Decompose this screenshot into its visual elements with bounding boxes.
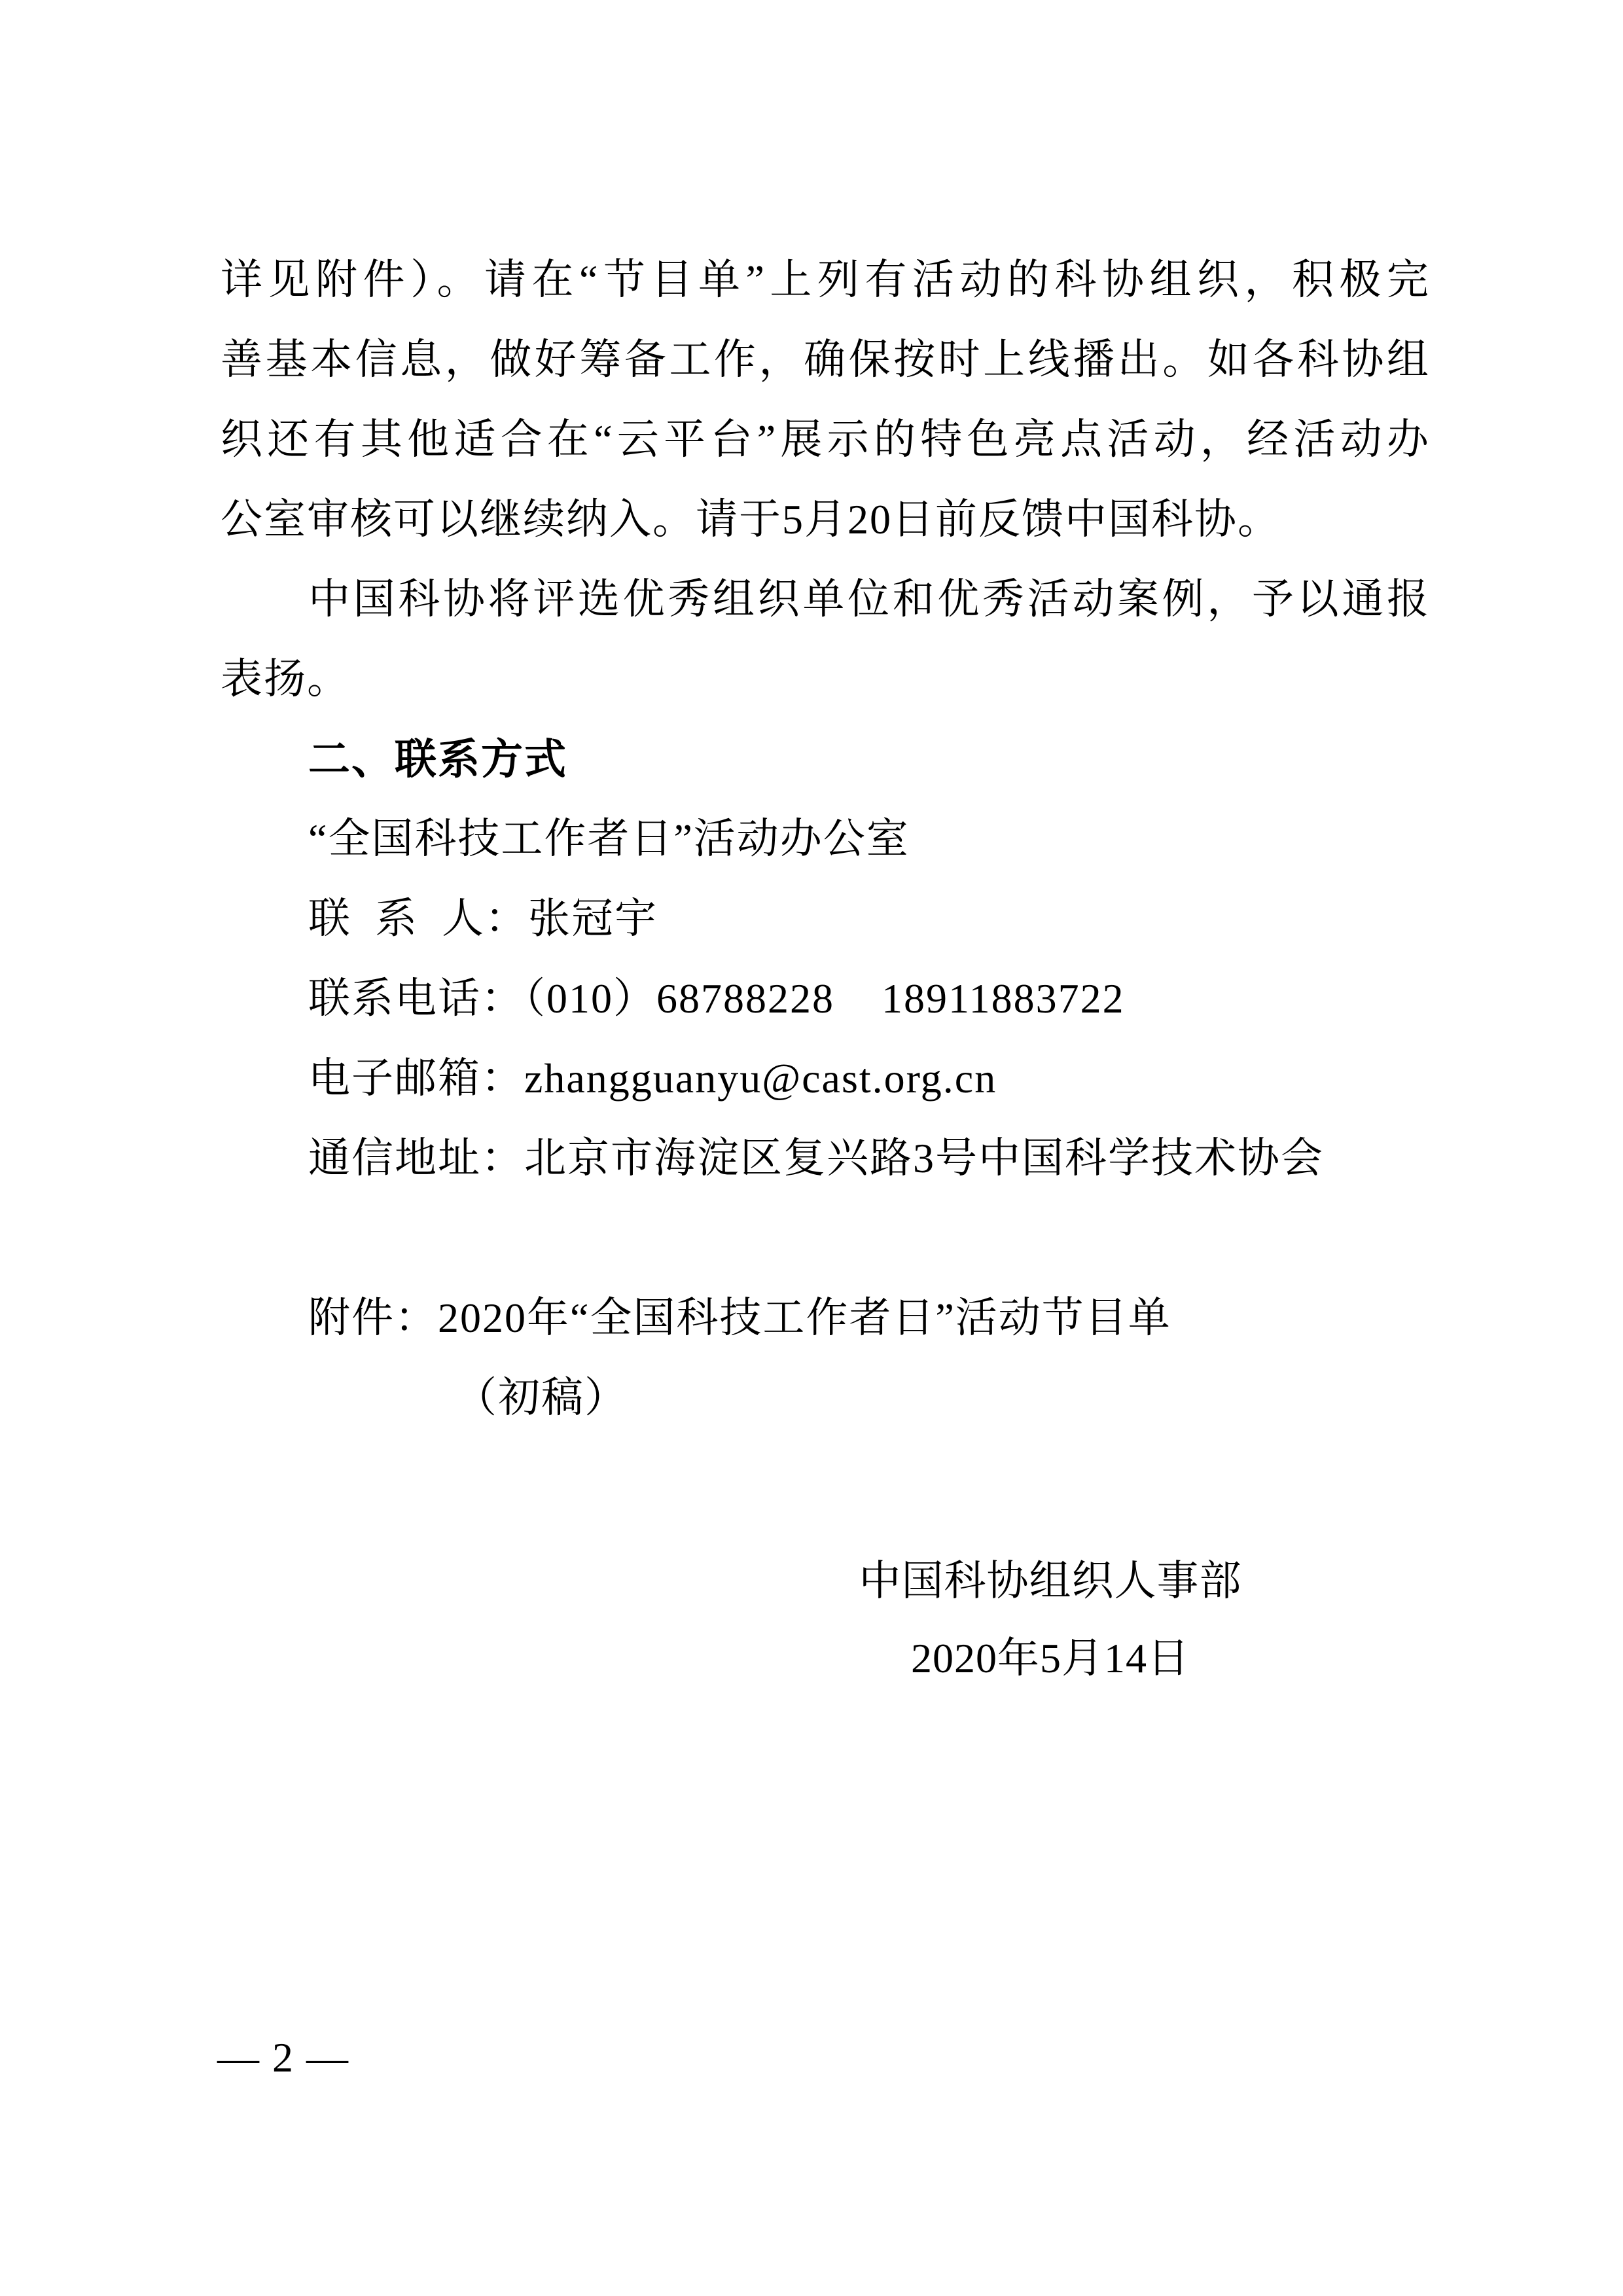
document-body <box>221 240 1430 1697</box>
contact-line-office: “全国科技工作者日”活动办公室 <box>308 816 910 862</box>
section-heading: 二、联系方式 <box>308 736 567 783</box>
body-line: 善基本信息，做好筹备工作，确保按时上线播出。如各科协组 <box>221 336 1430 383</box>
body-line: 织还有其他适合在“云平台”展示的特色亮点活动，经活动办 <box>221 416 1430 463</box>
body-line: 表扬。 <box>221 656 350 702</box>
signature-block <box>853 1543 1248 1697</box>
signature-date: 2020年5月14日 <box>911 1635 1190 1681</box>
contact-line-phone: 联系电话：（010）68788228 18911883722 <box>308 975 1125 1022</box>
contact-line-person: 联 系 人：张冠宇 <box>308 895 658 942</box>
attachment-line: 附件：2020年“全国科技工作者日”活动节目单 <box>308 1295 1171 1341</box>
body-line: 中国科协将评选优秀组织单位和优秀活动案例，予以通报 <box>308 576 1430 622</box>
contact-line-email: 电子邮箱：zhangguanyu@cast.org.cn <box>308 1055 997 1102</box>
attachment-note: （初稿） <box>455 1374 628 1421</box>
body-line: 公室审核可以继续纳入。请于5月20日前反馈中国科协。 <box>221 496 1281 543</box>
signature-org: 中国科协组织人事部 <box>859 1558 1242 1604</box>
body-line: 详见附件）。请在“节目单”上列有活动的科协组织，积极完 <box>221 257 1430 303</box>
page-number: — 2 — <box>217 2034 349 2081</box>
contact-line-address: 通信地址：北京市海淀区复兴路3号中国科学技术协会 <box>308 1135 1324 1181</box>
